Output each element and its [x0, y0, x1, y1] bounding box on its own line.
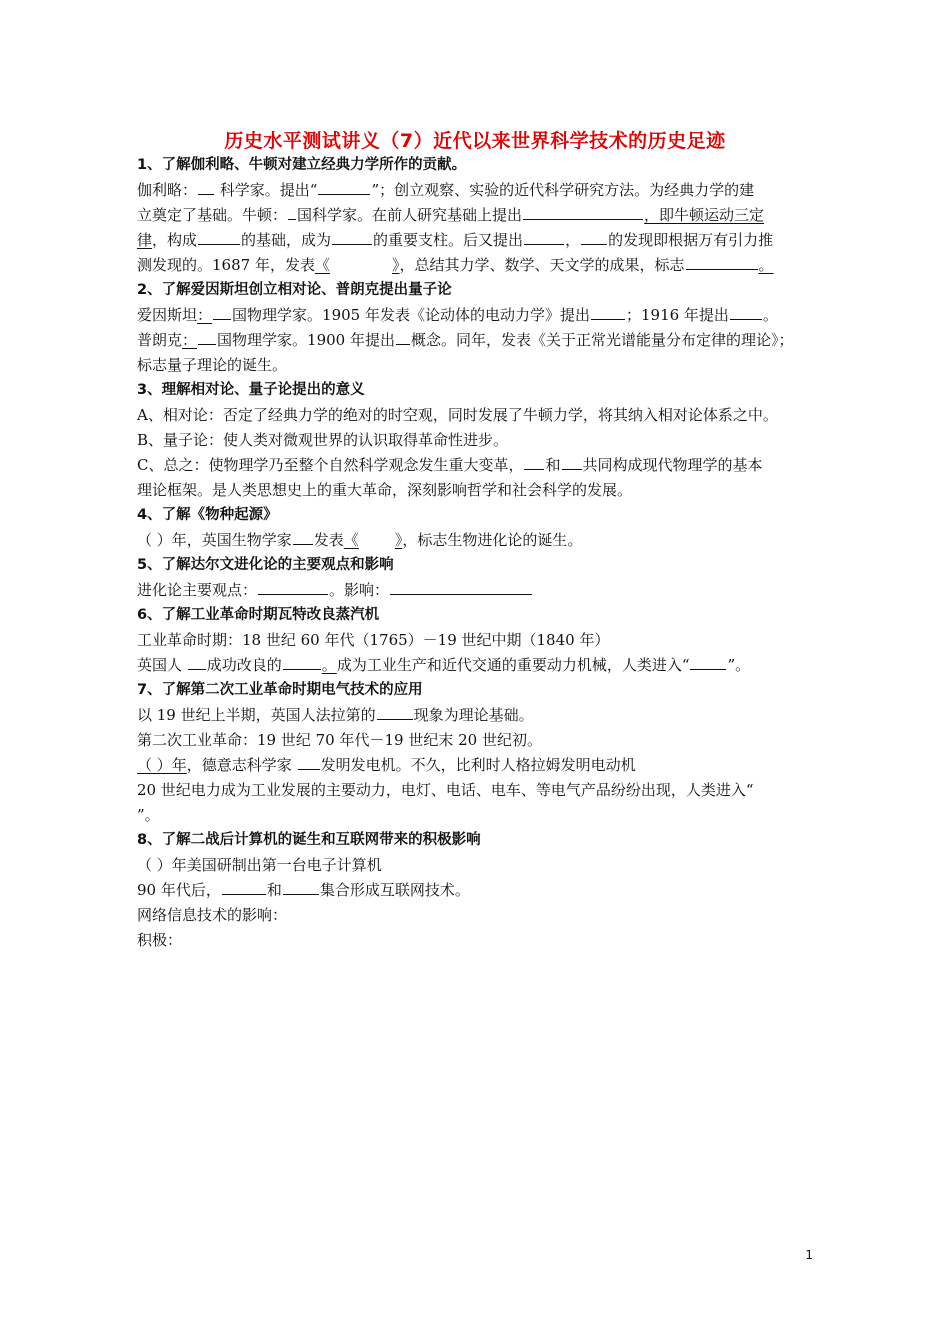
section-2-line-2 — [137, 328, 827, 353]
section-8-line-4: 积极： — [137, 931, 183, 949]
text: 。影响： — [329, 581, 390, 599]
text: 发明发电机。不久，比利时人格拉姆发明电动机 — [320, 756, 636, 774]
text: 现象为理论基础。 — [413, 706, 534, 724]
section-7-line-1 — [137, 703, 827, 728]
text: ；1916 年提出 — [625, 306, 729, 324]
text: 发表 — [313, 531, 344, 549]
text: 伽利略： — [137, 181, 198, 199]
fill-blank[interactable] — [213, 304, 231, 320]
underlined-text: （ ）年 — [137, 756, 187, 774]
text: 90 年代后， — [137, 881, 221, 899]
underlined-book-title — [315, 256, 400, 274]
fill-blank[interactable] — [377, 704, 413, 720]
text: （ ）年，英国生物学家 — [137, 531, 292, 549]
fill-blank[interactable] — [524, 229, 564, 245]
section-6-line-2 — [137, 653, 827, 678]
text: 成功改良的 — [206, 656, 282, 674]
section-8-line-3: 网络信息技术的影响： — [137, 906, 288, 924]
section-3-item-a: A、相对论：否定了经典力学的绝对的时空观，同时发展了牛顿力学，将其纳入相对论体系之中。 — [137, 406, 778, 424]
section-2-line-1 — [137, 303, 827, 328]
text: 的重要支柱。后又提出 — [373, 231, 524, 249]
text: ”；创立观察、实验的近代科学研究方法。为经典力学的建 — [371, 181, 755, 199]
fill-blank[interactable] — [686, 254, 758, 270]
underlined-text: ： — [182, 331, 198, 349]
fill-blank[interactable] — [581, 229, 607, 245]
underlined-book-title — [344, 531, 403, 549]
text: 的发现即根据万有引力推 — [608, 231, 774, 249]
fill-blank[interactable] — [222, 879, 266, 895]
text: 的基础，成为 — [241, 231, 332, 249]
section-5-heading: 5、了解达尔文进化论的主要观点和影响 — [137, 557, 394, 573]
fill-blank[interactable] — [591, 304, 625, 320]
fill-blank[interactable] — [293, 529, 313, 545]
fill-blank[interactable] — [198, 179, 214, 195]
fill-blank[interactable] — [283, 654, 321, 670]
fill-blank[interactable] — [524, 454, 544, 470]
text: 进化论主要观点： — [137, 581, 258, 599]
text: 。 — [762, 306, 778, 324]
section-3-item-c-line-2: 理论框架。是人类思想史上的重大革命，深刻影响哲学和社会科学的发展。 — [137, 481, 633, 499]
text: 》 — [391, 256, 400, 274]
underlined-text: ： — [197, 306, 213, 324]
fill-blank[interactable] — [283, 879, 319, 895]
text: ， — [565, 231, 581, 249]
text: 科学家。提出“ — [215, 181, 318, 199]
text: ”。 — [727, 656, 751, 674]
document-body — [137, 153, 827, 953]
fill-blank[interactable] — [396, 329, 410, 345]
fill-blank[interactable] — [318, 179, 370, 195]
underlined-text: ，即牛顿运动三定 — [644, 206, 765, 224]
text: 共同构成现代物理学的基本 — [582, 456, 763, 474]
section-7-heading: 7、了解第二次工业革命时期电气技术的应用 — [137, 682, 423, 698]
section-3-item-c-line-1 — [137, 453, 827, 478]
fill-blank[interactable] — [332, 229, 372, 245]
text: 以 19 世纪上半期，英国人法拉第的 — [137, 706, 376, 724]
text: 英国人 — [137, 656, 187, 674]
section-6-line-1: 工业革命时期：18 世纪 60 年代（1765）－19 世纪中期（1840 年） — [137, 631, 610, 649]
page-number: 1 — [805, 1248, 813, 1262]
fill-blank[interactable] — [562, 454, 582, 470]
fill-blank[interactable] — [298, 754, 320, 770]
text: C、总之：使物理学乃至整个自然科学观念发生重大变革， — [137, 456, 524, 474]
underlined-text: 律 — [137, 231, 153, 249]
section-1-line-1 — [137, 178, 827, 203]
text: 国物理学家。1900 年提出 — [217, 331, 395, 349]
section-5-line-1 — [137, 578, 827, 603]
section-1-heading: 1、了解伽利略、牛顿对建立经典力学所作的贡献。 — [137, 157, 467, 173]
text: 概念。同年，发表《关于正常光谱能量分布定律的理论》； — [410, 331, 794, 349]
text: 和 — [266, 881, 282, 899]
document-title: 历史水平测试讲义（7）近代以来世界科学技术的历史足迹 — [224, 130, 726, 152]
text: 普朗克 — [137, 331, 183, 349]
fill-blank[interactable] — [288, 204, 296, 220]
fill-blank[interactable] — [198, 229, 240, 245]
section-8-line-2 — [137, 878, 827, 903]
fill-blank[interactable] — [690, 654, 726, 670]
section-1-line-2 — [137, 203, 827, 228]
text: ，总结其力学、数学、天文学的成果，标志 — [399, 256, 685, 274]
section-8-line-1: （ ）年美国研制出第一台电子计算机 — [137, 856, 382, 874]
section-2-heading: 2、了解爱因斯坦创立相对论、普朗克提出量子论 — [137, 282, 452, 298]
section-7-line-3 — [137, 753, 827, 778]
underlined-text: 。 — [758, 256, 774, 274]
section-1-line-4 — [137, 253, 827, 278]
text: 国物理学家。1905 年发表《论动体的电动力学》提出 — [232, 306, 590, 324]
fill-blank[interactable] — [730, 304, 762, 320]
text: 测发现的。1687 年，发表 — [137, 256, 315, 274]
fill-blank[interactable] — [198, 329, 216, 345]
section-7-line-4: 20 世纪电力成为工业发展的主要动力，电灯、电话、电车、等电气产品纷纷出现，人类进入“ — [137, 781, 754, 799]
text: 国科学家。在前人研究基础上提出 — [297, 206, 523, 224]
section-8-heading: 8、了解二战后计算机的诞生和互联网带来的积极影响 — [137, 832, 481, 848]
section-3-heading: 3、理解相对论、量子论提出的意义 — [137, 382, 365, 398]
section-4-heading: 4、了解《物种起源》 — [137, 507, 278, 523]
section-4-line-1 — [137, 528, 827, 553]
section-1-line-3 — [137, 228, 827, 253]
text: 立奠定了基础。牛顿： — [137, 206, 288, 224]
text: ，德意志科学家 — [186, 756, 297, 774]
section-6-heading: 6、了解工业革命时期瓦特改良蒸汽机 — [137, 607, 380, 623]
text: 爱因斯坦 — [137, 306, 198, 324]
text: ，标志生物进化论的诞生。 — [402, 531, 583, 549]
section-7-line-2: 第二次工业革命：19 世纪 70 年代－19 世纪末 20 世纪初。 — [137, 731, 542, 749]
fill-blank[interactable] — [258, 579, 328, 595]
fill-blank[interactable] — [188, 654, 206, 670]
section-7-line-5: ”。 — [137, 806, 160, 824]
text: ，构成 — [152, 231, 198, 249]
text: 》 — [394, 531, 403, 549]
text: 成为工业生产和近代交通的重要动力机械，人类进入“ — [336, 656, 690, 674]
section-3-item-b: B、量子论：使人类对微观世界的认识取得革命性进步。 — [137, 431, 509, 449]
fill-blank[interactable] — [390, 579, 532, 595]
section-2-line-3: 标志量子理论的诞生。 — [137, 356, 288, 374]
fill-blank[interactable] — [523, 204, 643, 220]
text: 《 — [343, 531, 359, 549]
text: 集合形成互联网技术。 — [319, 881, 470, 899]
text: 和 — [545, 456, 561, 474]
underlined-text: 。 — [321, 656, 337, 674]
text: 《 — [314, 256, 330, 274]
